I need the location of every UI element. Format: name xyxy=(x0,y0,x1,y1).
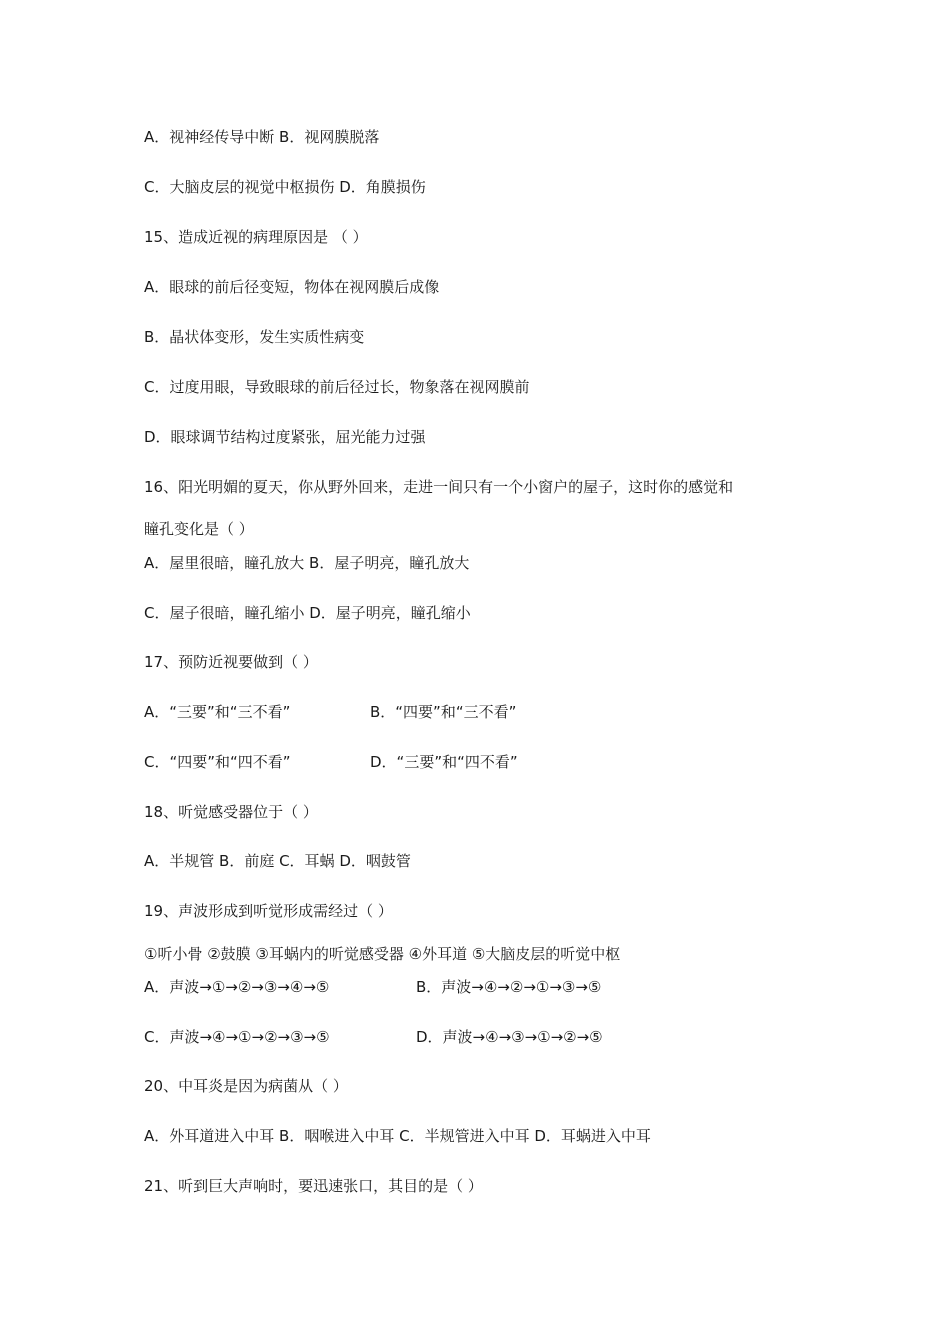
q15-option-a: A．眼球的前后径变短，物体在视网膜后成像 xyxy=(144,278,440,296)
q17-option-b: B．“四要”和“三不看” xyxy=(370,703,517,721)
q21-stem: 21、听到巨大声响时，要迅速张口，其目的是（ ） xyxy=(144,1177,483,1195)
q15-option-d: D．眼球调节结构过度紧张，屈光能力过强 xyxy=(144,428,426,446)
q17-stem: 17、预防近视要做到（ ） xyxy=(144,653,318,671)
q20-options: A．外耳道进入中耳 B．咽喉进入中耳 C．半规管进入中耳 D．耳蜗进入中耳 xyxy=(144,1127,651,1145)
q14-options-cd: C．大脑皮层的视觉中枢损伤 D．角膜损伤 xyxy=(144,178,426,196)
q17-option-d: D．“三要”和“四不看” xyxy=(370,753,518,771)
q15-option-b: B．晶状体变形，发生实质性病变 xyxy=(144,328,365,346)
q15-stem: 15、造成近视的病理原因是 （ ） xyxy=(144,228,368,246)
q19-option-c: C．声波→④→①→②→③→⑤ xyxy=(144,1028,330,1046)
q16-options-ab: A．屋里很暗，瞳孔放大 B．屋子明亮，瞳孔放大 xyxy=(144,554,470,572)
q19-option-a: A．声波→①→②→③→④→⑤ xyxy=(144,978,330,996)
q20-stem: 20、中耳炎是因为病菌从（ ） xyxy=(144,1077,348,1095)
q18-stem: 18、听觉感受器位于（ ） xyxy=(144,803,318,821)
q14-options-ab: A．视神经传导中断 B．视网膜脱落 xyxy=(144,128,380,146)
q16-options-cd: C．屋子很暗，瞳孔缩小 D．屋子明亮，瞳孔缩小 xyxy=(144,604,471,622)
q16-stem-line2: 瞳孔变化是（ ） xyxy=(144,520,254,538)
q19-option-d: D．声波→④→③→①→②→⑤ xyxy=(416,1028,603,1046)
q15-option-c: C．过度用眼，导致眼球的前后径过长，物象落在视网膜前 xyxy=(144,378,530,396)
q18-options: A．半规管 B．前庭 C．耳蜗 D．咽鼓管 xyxy=(144,852,411,870)
q17-option-c: C．“四要”和“四不看” xyxy=(144,753,291,771)
q19-items: ①听小骨 ②鼓膜 ③耳蜗内的听觉感受器 ④外耳道 ⑤大脑皮层的听觉中枢 xyxy=(144,945,621,963)
q19-option-b: B．声波→④→②→①→③→⑤ xyxy=(416,978,602,996)
q16-stem-line1: 16、阳光明媚的夏天，你从野外回来，走进一间只有一个小窗户的屋子，这时你的感觉和 xyxy=(144,478,734,496)
q19-stem: 19、声波形成到听觉形成需经过（ ） xyxy=(144,902,393,920)
q17-option-a: A．“三要”和“三不看” xyxy=(144,703,291,721)
